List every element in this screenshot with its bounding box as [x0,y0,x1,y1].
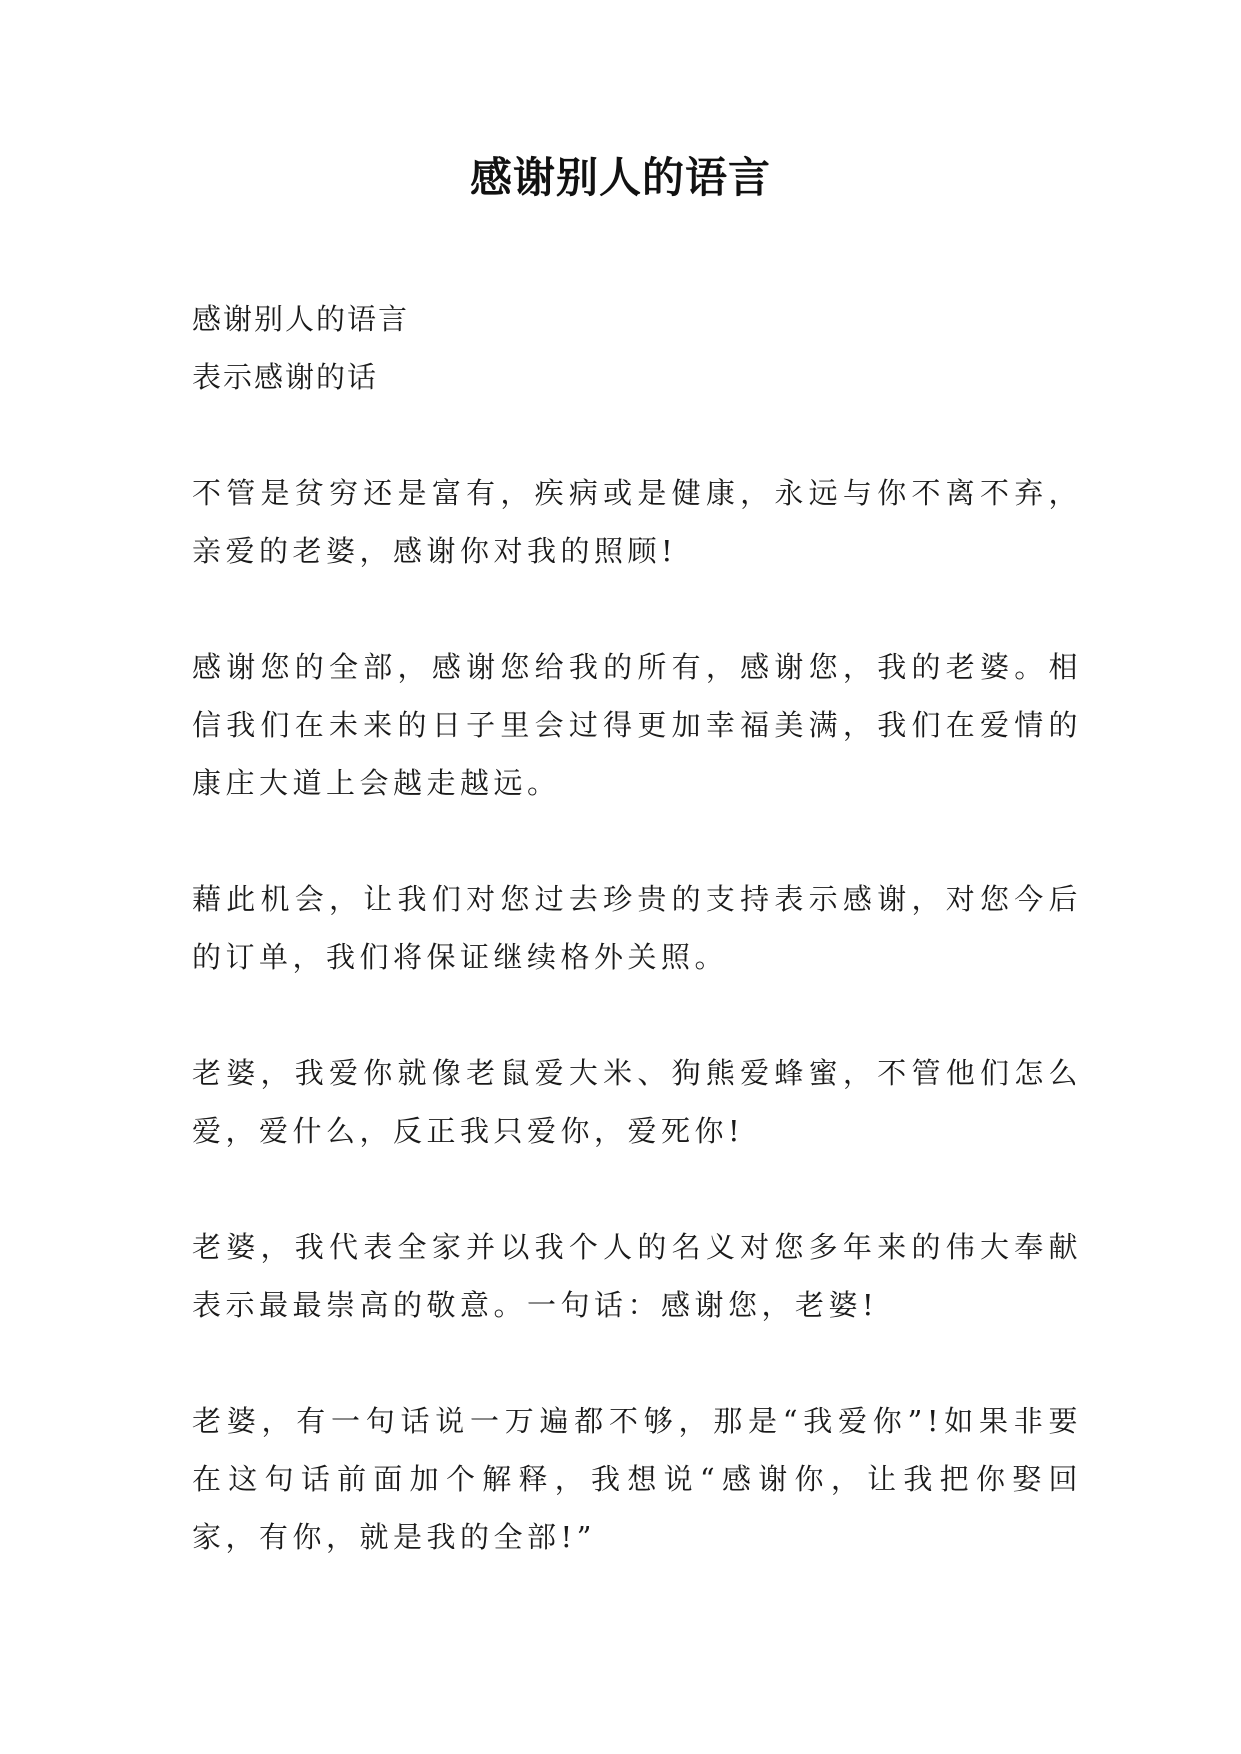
subheading-1: 感谢别人的语言 [192,302,410,336]
paragraph-2: 感谢您的全部，感谢您给我的所有，感谢您，我的老婆。相信我们在未来的日子里会过得更加幸福美满，我们在爱情的康庄大道上会越走越远。 [192,650,1082,800]
subheading-group [192,290,1082,406]
document-body [192,290,1082,1566]
paragraph-1: 不管是贫穷还是富有，疾病或是健康，永远与你不离不弃，亲爱的老婆，感谢你对我的照顾! [192,476,1082,568]
subheading-2: 表示感谢的话 [192,360,379,394]
paragraph-5: 老婆，我代表全家并以我个人的名义对您多年来的伟大奉献表示最最崇高的敬意。一句话：感谢您，老婆! [192,1230,1082,1322]
paragraph-4: 老婆，我爱你就像老鼠爱大米、狗熊爱蜂蜜，不管他们怎么爱，爱什么，反正我只爱你，爱死你! [192,1056,1082,1148]
paragraph-6: 老婆，有一句话说一万遍都不够，那是“我爱你”!如果非要在这句话前面加个解释，我想说“感谢你，让我把你娶回家，有你，就是我的全部!” [192,1404,1082,1554]
paragraph-3: 藉此机会，让我们对您过去珍贵的支持表示感谢，对您今后的订单，我们将保证继续格外关照。 [192,882,1082,974]
document-title: 感谢别人的语言 [469,153,771,202]
